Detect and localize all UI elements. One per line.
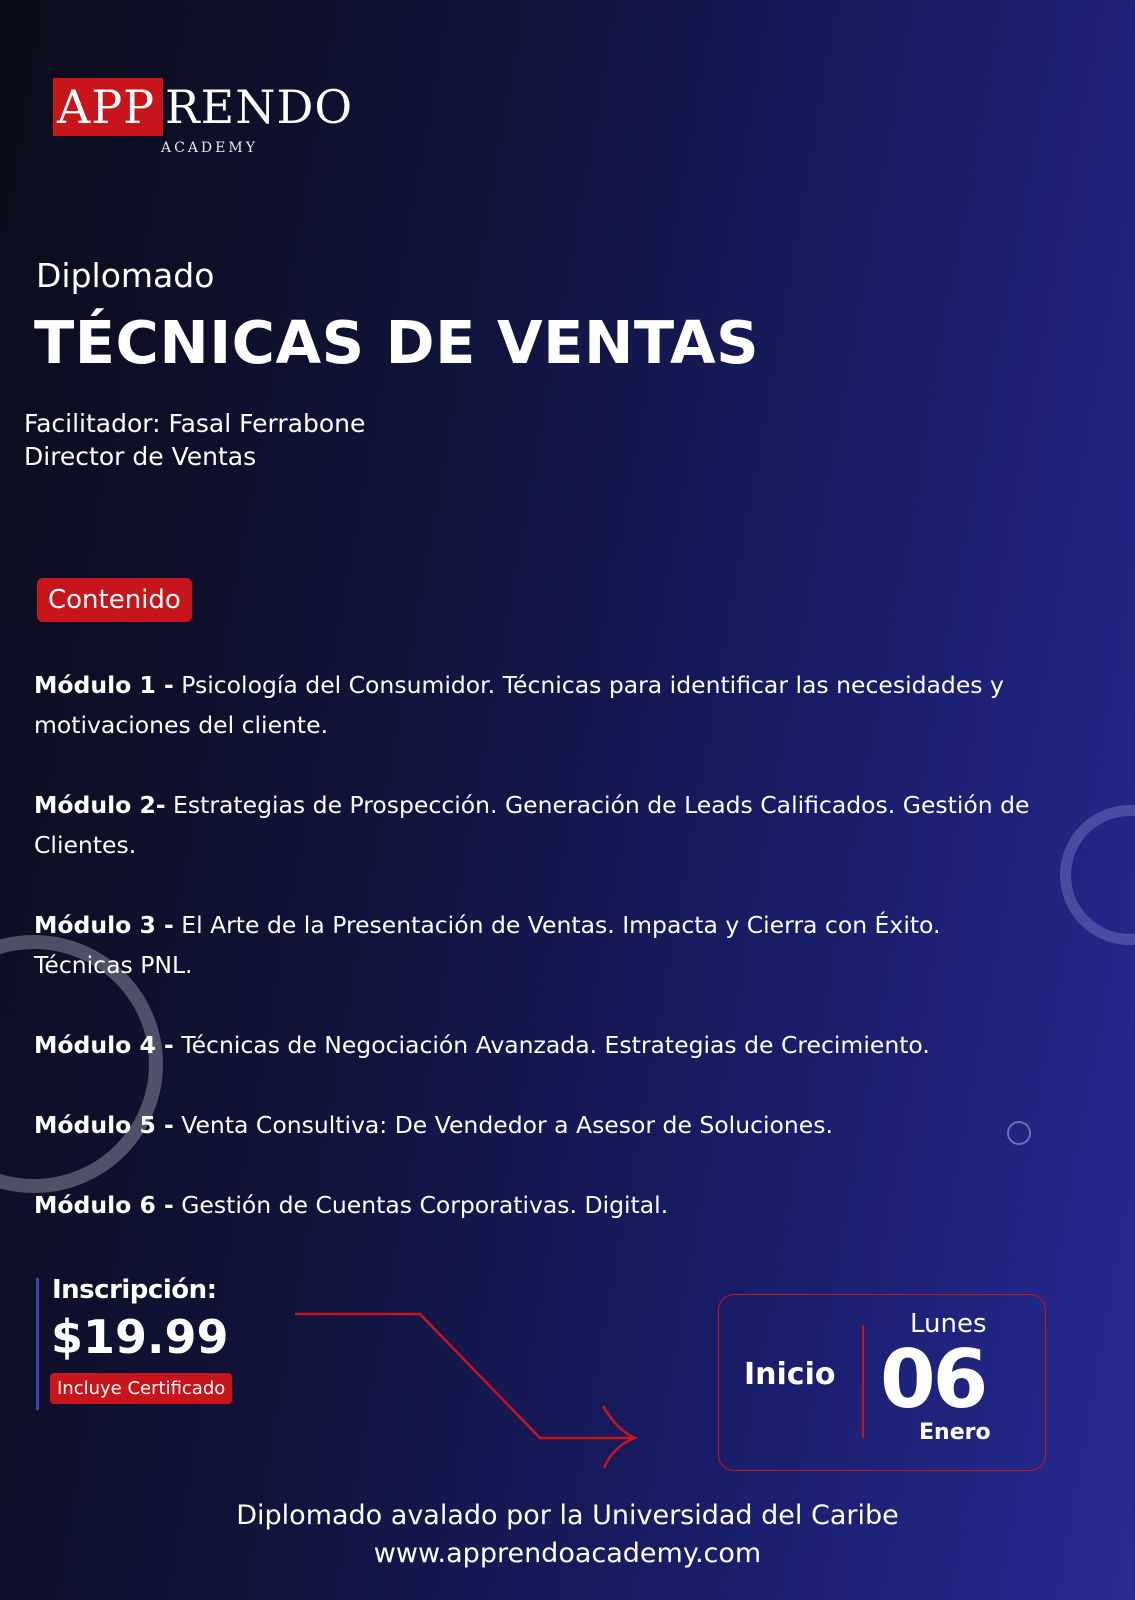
- module-item-4: [34, 1025, 1039, 1065]
- start-month: Enero: [919, 1420, 991, 1445]
- certificate-badge: Incluye Certificado: [50, 1373, 232, 1404]
- module-text: El Arte de la Presentación de Ventas. Impacta y Cierra con Éxito. Técnicas PNL.: [34, 911, 941, 979]
- module-text: Técnicas de Negociación Avanzada. Estrategias de Crecimiento.: [173, 1031, 930, 1059]
- content-badge: Contenido: [37, 578, 192, 622]
- registration-label: Inscripción:: [52, 1275, 217, 1305]
- module-text: Estrategias de Prospección. Generación de Leads Calificados. Gestión de Clientes.: [34, 791, 1030, 859]
- decorative-ring-right: [1060, 805, 1135, 945]
- module-item-2: [34, 785, 1039, 865]
- start-label: Inicio: [744, 1357, 836, 1392]
- module-item-3: [34, 905, 1039, 985]
- brand-logo: [53, 78, 373, 163]
- start-divider: [862, 1325, 864, 1438]
- accreditation-text: Diplomado avalado por la Universidad del Caribe: [236, 1500, 899, 1531]
- footer: [0, 1497, 1135, 1573]
- module-text: Gestión de Cuentas Corporativas. Digital.: [173, 1191, 669, 1219]
- logo-subtitle: ACADEMY: [161, 140, 258, 156]
- registration-price: $19.99: [51, 1310, 229, 1364]
- facilitator-info: [24, 407, 365, 473]
- logo-text-rendo: RENDO: [165, 80, 354, 134]
- module-label: Módulo 1 -: [34, 671, 174, 699]
- course-type: Diplomado: [36, 256, 215, 295]
- module-label: Módulo 2-: [34, 791, 166, 819]
- module-list: [34, 665, 1039, 1265]
- module-text: Venta Consultiva: De Vendedor a Asesor de Soluciones.: [173, 1111, 833, 1139]
- facilitator-name: Facilitador: Fasal Ferrabone: [24, 409, 366, 438]
- start-day-number: 06: [880, 1333, 986, 1426]
- module-label: Módulo 5 -: [34, 1111, 174, 1139]
- module-label: Módulo 3 -: [34, 911, 174, 939]
- module-item-5: [34, 1105, 1039, 1145]
- course-title: TÉCNICAS DE VENTAS: [34, 308, 760, 377]
- website-link[interactable]: www.apprendoacademy.com: [373, 1538, 762, 1569]
- module-item-6: [34, 1185, 1039, 1225]
- start-day-name: Lunes: [910, 1309, 987, 1339]
- registration-accent-bar: [36, 1278, 39, 1410]
- facilitator-role: Director de Ventas: [24, 442, 257, 471]
- module-label: Módulo 6 -: [34, 1191, 174, 1219]
- logo-text-app: APP: [57, 80, 156, 134]
- module-text: Psicología del Consumidor. Técnicas para identificar las necesidades y motivaciones del cliente.: [34, 671, 1004, 739]
- module-item-1: [34, 665, 1039, 745]
- arrow-icon: [295, 1308, 655, 1468]
- module-label: Módulo 4 -: [34, 1031, 174, 1059]
